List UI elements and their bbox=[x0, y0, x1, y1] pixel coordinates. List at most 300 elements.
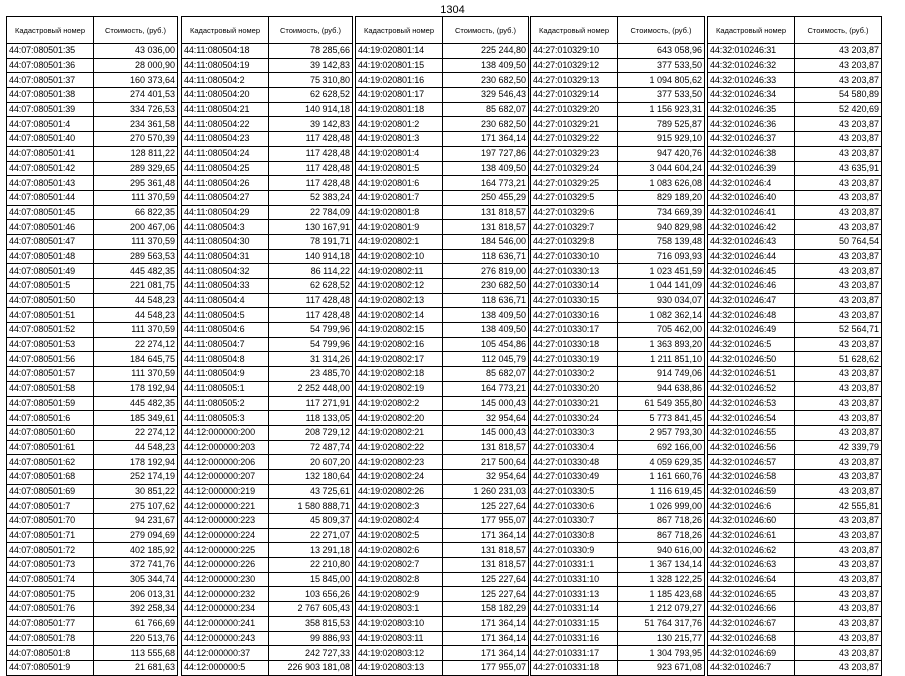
cadastral-number-cell: 44:11:080504:18 bbox=[182, 44, 269, 59]
cadastral-number-cell: 44:32:010246:55 bbox=[708, 425, 795, 440]
cadastral-number-cell: 44:19:020801:17 bbox=[356, 88, 443, 103]
table-row bbox=[708, 660, 882, 675]
cadastral-number-cell: 44:27:010329:20 bbox=[531, 102, 618, 117]
cost-cell: 22 274,12 bbox=[94, 425, 178, 440]
table-row bbox=[708, 161, 882, 176]
table-row bbox=[7, 660, 178, 675]
cost-cell: 4 059 629,35 bbox=[618, 455, 705, 470]
cadastral-number-cell: 44:12:000000:5 bbox=[182, 660, 269, 675]
cadastral-number-cell: 44:27:010330:16 bbox=[531, 308, 618, 323]
table-row bbox=[7, 455, 178, 470]
cadastral-number-cell: 44:11:080504:8 bbox=[182, 352, 269, 367]
table-row bbox=[182, 234, 353, 249]
cost-cell: 1 156 923,31 bbox=[618, 102, 705, 117]
cadastral-number-cell: 44:27:010330:20 bbox=[531, 381, 618, 396]
cadastral-number-cell: 44:32:010246:49 bbox=[708, 323, 795, 338]
cost-cell: 43 203,87 bbox=[795, 190, 882, 205]
cost-cell: 1 211 851,10 bbox=[618, 352, 705, 367]
table-row bbox=[356, 631, 529, 646]
cadastral-number-cell: 44:11:080504:24 bbox=[182, 146, 269, 161]
cadastral-number-cell: 44:07:080501:39 bbox=[7, 102, 94, 117]
table-row bbox=[182, 146, 353, 161]
cadastral-number-cell: 44:27:010330:3 bbox=[531, 425, 618, 440]
cadastral-number-cell: 44:12:000000:226 bbox=[182, 558, 269, 573]
cost-cell: 275 107,62 bbox=[94, 499, 178, 514]
cost-cell: 131 818,57 bbox=[443, 440, 529, 455]
cadastral-number-cell: 44:27:010329:23 bbox=[531, 146, 618, 161]
table-row bbox=[182, 646, 353, 661]
table-row bbox=[356, 381, 529, 396]
table-row bbox=[531, 381, 705, 396]
table-row bbox=[708, 543, 882, 558]
cadastral-number-cell: 44:07:080501:77 bbox=[7, 616, 94, 631]
table-row bbox=[708, 587, 882, 602]
header-cost: Стоимость, (руб.) bbox=[795, 17, 882, 44]
table-row bbox=[356, 352, 529, 367]
cost-cell: 32 954,64 bbox=[443, 469, 529, 484]
cadastral-number-cell: 44:27:010331:14 bbox=[531, 602, 618, 617]
cost-cell: 125 227,64 bbox=[443, 572, 529, 587]
cost-cell: 118 636,71 bbox=[443, 293, 529, 308]
table-row bbox=[7, 176, 178, 191]
cadastral-number-cell: 44:07:080501:7 bbox=[7, 499, 94, 514]
table-row bbox=[7, 499, 178, 514]
cost-cell: 66 822,35 bbox=[94, 205, 178, 220]
cadastral-number-cell: 44:12:000000:219 bbox=[182, 484, 269, 499]
cost-cell: 43 203,87 bbox=[795, 367, 882, 382]
cost-cell: 52 564,71 bbox=[795, 323, 882, 338]
cost-cell: 43 203,87 bbox=[795, 631, 882, 646]
cadastral-number-cell: 44:32:010246:61 bbox=[708, 528, 795, 543]
cadastral-number-cell: 44:27:010329:24 bbox=[531, 161, 618, 176]
cadastral-number-cell: 44:19:020801:9 bbox=[356, 220, 443, 235]
table-row bbox=[182, 602, 353, 617]
cost-cell: 125 227,64 bbox=[443, 587, 529, 602]
cost-cell: 178 192,94 bbox=[94, 381, 178, 396]
cost-cell: 915 929,10 bbox=[618, 132, 705, 147]
table-row bbox=[531, 396, 705, 411]
cadastral-number-cell: 44:12:000000:203 bbox=[182, 440, 269, 455]
table-row bbox=[356, 132, 529, 147]
cost-cell: 171 364,14 bbox=[443, 646, 529, 661]
table-row bbox=[182, 660, 353, 675]
table-row bbox=[182, 220, 353, 235]
cost-cell: 132 180,64 bbox=[269, 469, 353, 484]
cost-cell: 158 182,29 bbox=[443, 602, 529, 617]
table-row bbox=[7, 587, 178, 602]
cadastral-number-cell: 44:19:020802:19 bbox=[356, 381, 443, 396]
cost-cell: 43 203,87 bbox=[795, 132, 882, 147]
table-row bbox=[182, 190, 353, 205]
table-row bbox=[7, 132, 178, 147]
cost-cell: 829 189,20 bbox=[618, 190, 705, 205]
cost-cell: 75 310,80 bbox=[269, 73, 353, 88]
cadastral-number-cell: 44:19:020802:17 bbox=[356, 352, 443, 367]
table-row bbox=[356, 293, 529, 308]
cost-cell: 51 628,62 bbox=[795, 352, 882, 367]
table-row bbox=[182, 440, 353, 455]
cadastral-number-cell: 44:07:080501:5 bbox=[7, 279, 94, 294]
table-row bbox=[182, 543, 353, 558]
cost-cell: 43 203,87 bbox=[795, 337, 882, 352]
cost-cell: 145 000,43 bbox=[443, 425, 529, 440]
cost-cell: 62 628,52 bbox=[269, 279, 353, 294]
cadastral-number-cell: 44:27:010330:19 bbox=[531, 352, 618, 367]
cost-cell: 1 212 079,27 bbox=[618, 602, 705, 617]
cost-cell: 43 203,87 bbox=[795, 264, 882, 279]
cost-cell: 62 628,52 bbox=[269, 88, 353, 103]
table-row bbox=[531, 73, 705, 88]
table-row bbox=[182, 102, 353, 117]
cost-cell: 289 329,65 bbox=[94, 161, 178, 176]
cost-cell: 138 409,50 bbox=[443, 308, 529, 323]
cost-cell: 1 161 660,76 bbox=[618, 469, 705, 484]
cadastral-number-cell: 44:32:010246:67 bbox=[708, 616, 795, 631]
cost-cell: 940 616,00 bbox=[618, 543, 705, 558]
cost-cell: 130 167,91 bbox=[269, 220, 353, 235]
cost-cell: 43 203,87 bbox=[795, 616, 882, 631]
cadastral-number-cell: 44:19:020802:24 bbox=[356, 469, 443, 484]
cost-cell: 94 231,67 bbox=[94, 514, 178, 529]
cost-cell: 61 549 355,80 bbox=[618, 396, 705, 411]
table-row bbox=[182, 499, 353, 514]
cost-cell: 220 513,76 bbox=[94, 631, 178, 646]
cadastral-number-cell: 44:27:010330:13 bbox=[531, 264, 618, 279]
cost-cell: 99 886,93 bbox=[269, 631, 353, 646]
cost-cell: 43 203,87 bbox=[795, 660, 882, 675]
cadastral-number-cell: 44:07:080501:78 bbox=[7, 631, 94, 646]
table-row bbox=[531, 602, 705, 617]
cadastral-number-cell: 44:12:000000:232 bbox=[182, 587, 269, 602]
table-row bbox=[7, 440, 178, 455]
cost-cell: 138 409,50 bbox=[443, 161, 529, 176]
cost-cell: 45 809,37 bbox=[269, 514, 353, 529]
cost-cell: 140 914,18 bbox=[269, 102, 353, 117]
table-row bbox=[7, 161, 178, 176]
table-row bbox=[182, 308, 353, 323]
cost-cell: 1 304 793,95 bbox=[618, 646, 705, 661]
table-row bbox=[531, 205, 705, 220]
cadastral-number-cell: 44:07:080501:73 bbox=[7, 558, 94, 573]
table-row bbox=[182, 58, 353, 73]
cost-cell: 117 428,48 bbox=[269, 176, 353, 191]
cadastral-number-cell: 44:07:080501:42 bbox=[7, 161, 94, 176]
cadastral-table-5 bbox=[707, 16, 882, 676]
cost-cell: 692 166,00 bbox=[618, 440, 705, 455]
cost-cell: 178 192,94 bbox=[94, 455, 178, 470]
cost-cell: 716 093,93 bbox=[618, 249, 705, 264]
cadastral-number-cell: 44:32:010246:43 bbox=[708, 234, 795, 249]
cost-cell: 1 044 141,09 bbox=[618, 279, 705, 294]
cost-cell: 21 681,63 bbox=[94, 660, 178, 675]
cost-cell: 52 420,69 bbox=[795, 102, 882, 117]
table-row bbox=[182, 514, 353, 529]
cadastral-number-cell: 44:11:080504:33 bbox=[182, 279, 269, 294]
table-row bbox=[7, 44, 178, 59]
table-row bbox=[7, 279, 178, 294]
cadastral-number-cell: 44:27:010331:18 bbox=[531, 660, 618, 675]
table-row bbox=[7, 646, 178, 661]
table-row bbox=[182, 469, 353, 484]
cadastral-number-cell: 44:32:010246:7 bbox=[708, 660, 795, 675]
cost-cell: 111 370,59 bbox=[94, 234, 178, 249]
cadastral-number-cell: 44:32:010246:65 bbox=[708, 587, 795, 602]
cadastral-number-cell: 44:07:080501:52 bbox=[7, 323, 94, 338]
table-row bbox=[356, 425, 529, 440]
cost-cell: 789 525,87 bbox=[618, 117, 705, 132]
cadastral-number-cell: 44:27:010329:10 bbox=[531, 44, 618, 59]
table-row bbox=[356, 616, 529, 631]
table-row bbox=[531, 514, 705, 529]
cost-cell: 274 401,53 bbox=[94, 88, 178, 103]
cadastral-number-cell: 44:11:080504:22 bbox=[182, 117, 269, 132]
cadastral-number-cell: 44:32:010246:50 bbox=[708, 352, 795, 367]
cost-cell: 944 638,86 bbox=[618, 381, 705, 396]
table-row bbox=[708, 117, 882, 132]
table-row bbox=[356, 88, 529, 103]
cost-cell: 164 773,21 bbox=[443, 176, 529, 191]
cadastral-number-cell: 44:11:080504:2 bbox=[182, 73, 269, 88]
cost-cell: 72 487,74 bbox=[269, 440, 353, 455]
cadastral-number-cell: 44:32:010246:64 bbox=[708, 572, 795, 587]
table-row bbox=[356, 279, 529, 294]
cadastral-number-cell: 44:32:010246:69 bbox=[708, 646, 795, 661]
table-row bbox=[7, 396, 178, 411]
table-row bbox=[531, 293, 705, 308]
table-row bbox=[7, 484, 178, 499]
cost-cell: 13 291,18 bbox=[269, 543, 353, 558]
cadastral-number-cell: 44:07:080501:57 bbox=[7, 367, 94, 382]
table-row bbox=[182, 205, 353, 220]
cadastral-number-cell: 44:11:080504:30 bbox=[182, 234, 269, 249]
header-cadastral-number: Кадастровый номер bbox=[182, 17, 269, 44]
table-row bbox=[356, 117, 529, 132]
cost-cell: 128 811,22 bbox=[94, 146, 178, 161]
cost-cell: 117 428,48 bbox=[269, 146, 353, 161]
cadastral-number-cell: 44:07:080501:51 bbox=[7, 308, 94, 323]
table-row bbox=[708, 73, 882, 88]
cadastral-number-cell: 44:07:080501:38 bbox=[7, 88, 94, 103]
cadastral-number-cell: 44:07:080501:56 bbox=[7, 352, 94, 367]
cadastral-number-cell: 44:19:020803:10 bbox=[356, 616, 443, 631]
table-row bbox=[356, 58, 529, 73]
table-row bbox=[356, 558, 529, 573]
table-row bbox=[7, 146, 178, 161]
cost-cell: 125 227,64 bbox=[443, 499, 529, 514]
cost-cell: 329 546,43 bbox=[443, 88, 529, 103]
table-row bbox=[708, 440, 882, 455]
table-row bbox=[708, 396, 882, 411]
cadastral-number-cell: 44:07:080501:50 bbox=[7, 293, 94, 308]
table-row bbox=[708, 484, 882, 499]
table-row bbox=[182, 176, 353, 191]
table-row bbox=[531, 469, 705, 484]
table-row bbox=[356, 190, 529, 205]
cadastral-number-cell: 44:19:020802:22 bbox=[356, 440, 443, 455]
cadastral-number-cell: 44:11:080504:9 bbox=[182, 367, 269, 382]
cadastral-number-cell: 44:07:080501:59 bbox=[7, 396, 94, 411]
table-row bbox=[356, 572, 529, 587]
cadastral-number-cell: 44:11:080505:2 bbox=[182, 396, 269, 411]
table-row bbox=[7, 102, 178, 117]
cost-cell: 171 364,14 bbox=[443, 132, 529, 147]
cost-cell: 250 455,29 bbox=[443, 190, 529, 205]
table-row bbox=[531, 117, 705, 132]
header-cost: Стоимость, (руб.) bbox=[94, 17, 178, 44]
cadastral-number-cell: 44:27:010329:8 bbox=[531, 234, 618, 249]
cadastral-number-cell: 44:19:020802:13 bbox=[356, 293, 443, 308]
cadastral-number-cell: 44:07:080501:37 bbox=[7, 73, 94, 88]
table-row bbox=[708, 176, 882, 191]
cost-cell: 171 364,14 bbox=[443, 616, 529, 631]
cadastral-number-cell: 44:19:020802:7 bbox=[356, 558, 443, 573]
cadastral-number-cell: 44:27:010330:17 bbox=[531, 323, 618, 338]
cost-cell: 1 082 362,14 bbox=[618, 308, 705, 323]
table-row bbox=[531, 616, 705, 631]
cost-cell: 86 114,22 bbox=[269, 264, 353, 279]
cadastral-number-cell: 44:07:080501:35 bbox=[7, 44, 94, 59]
cadastral-number-cell: 44:32:010246:35 bbox=[708, 102, 795, 117]
cadastral-number-cell: 44:27:010330:4 bbox=[531, 440, 618, 455]
table-row bbox=[182, 73, 353, 88]
cadastral-number-cell: 44:32:010246:32 bbox=[708, 58, 795, 73]
cadastral-number-cell: 44:07:080501:36 bbox=[7, 58, 94, 73]
table-row bbox=[7, 205, 178, 220]
cost-cell: 131 818,57 bbox=[443, 543, 529, 558]
cadastral-number-cell: 44:12:000000:234 bbox=[182, 602, 269, 617]
cadastral-number-cell: 44:07:080501:9 bbox=[7, 660, 94, 675]
cadastral-number-cell: 44:32:010246:59 bbox=[708, 484, 795, 499]
table-row bbox=[182, 455, 353, 470]
table-row bbox=[531, 352, 705, 367]
cadastral-number-cell: 44:07:080501:61 bbox=[7, 440, 94, 455]
cadastral-number-cell: 44:19:020802:11 bbox=[356, 264, 443, 279]
cost-cell: 164 773,21 bbox=[443, 381, 529, 396]
cost-cell: 43 203,87 bbox=[795, 220, 882, 235]
table-row bbox=[531, 646, 705, 661]
cadastral-number-cell: 44:32:010246:37 bbox=[708, 132, 795, 147]
table-row bbox=[182, 293, 353, 308]
table-row bbox=[356, 337, 529, 352]
table-row bbox=[708, 323, 882, 338]
cost-cell: 43 203,87 bbox=[795, 543, 882, 558]
cost-cell: 705 462,00 bbox=[618, 323, 705, 338]
table-row bbox=[182, 367, 353, 382]
table-row bbox=[708, 44, 882, 59]
cadastral-number-cell: 44:11:080504:4 bbox=[182, 293, 269, 308]
cost-cell: 221 081,75 bbox=[94, 279, 178, 294]
cadastral-number-cell: 44:07:080501:76 bbox=[7, 602, 94, 617]
cadastral-number-cell: 44:32:010246:36 bbox=[708, 117, 795, 132]
cost-cell: 200 467,06 bbox=[94, 220, 178, 235]
cost-cell: 242 727,33 bbox=[269, 646, 353, 661]
cadastral-number-cell: 44:11:080504:7 bbox=[182, 337, 269, 352]
table-row bbox=[531, 190, 705, 205]
cost-cell: 940 829,98 bbox=[618, 220, 705, 235]
cadastral-number-cell: 44:07:080501:75 bbox=[7, 587, 94, 602]
table-row bbox=[7, 367, 178, 382]
cost-cell: 377 533,50 bbox=[618, 88, 705, 103]
cost-cell: 117 271,91 bbox=[269, 396, 353, 411]
cadastral-number-cell: 44:27:010330:15 bbox=[531, 293, 618, 308]
cadastral-number-cell: 44:11:080504:26 bbox=[182, 176, 269, 191]
cost-cell: 43 203,87 bbox=[795, 176, 882, 191]
cost-cell: 43 203,87 bbox=[795, 279, 882, 294]
cost-cell: 43 203,87 bbox=[795, 205, 882, 220]
table-row bbox=[7, 572, 178, 587]
cost-cell: 1 260 231,03 bbox=[443, 484, 529, 499]
cost-cell: 43 203,87 bbox=[795, 44, 882, 59]
cost-cell: 270 570,39 bbox=[94, 132, 178, 147]
cadastral-number-cell: 44:12:000000:225 bbox=[182, 543, 269, 558]
cost-cell: 85 682,07 bbox=[443, 367, 529, 382]
table-row bbox=[356, 514, 529, 529]
cadastral-number-cell: 44:19:020802:5 bbox=[356, 528, 443, 543]
cost-cell: 22 271,07 bbox=[269, 528, 353, 543]
cost-cell: 230 682,50 bbox=[443, 73, 529, 88]
table-row bbox=[708, 499, 882, 514]
cost-cell: 43 203,87 bbox=[795, 411, 882, 426]
cost-cell: 372 741,76 bbox=[94, 558, 178, 573]
table-row bbox=[7, 337, 178, 352]
table-row bbox=[708, 279, 882, 294]
cadastral-number-cell: 44:19:020802:18 bbox=[356, 367, 443, 382]
cost-cell: 52 383,24 bbox=[269, 190, 353, 205]
cadastral-number-cell: 44:32:010246:6 bbox=[708, 499, 795, 514]
table-row bbox=[356, 205, 529, 220]
table-row bbox=[531, 234, 705, 249]
table-row bbox=[182, 352, 353, 367]
table-row bbox=[7, 543, 178, 558]
cost-cell: 78 191,71 bbox=[269, 234, 353, 249]
cadastral-number-cell: 44:32:010246:62 bbox=[708, 543, 795, 558]
table-row bbox=[356, 234, 529, 249]
cost-cell: 445 482,35 bbox=[94, 396, 178, 411]
table-row bbox=[531, 660, 705, 675]
cost-cell: 32 954,64 bbox=[443, 411, 529, 426]
cadastral-number-cell: 44:27:010330:24 bbox=[531, 411, 618, 426]
cadastral-number-cell: 44:27:010330:5 bbox=[531, 484, 618, 499]
cadastral-number-cell: 44:32:010246:54 bbox=[708, 411, 795, 426]
cost-cell: 643 058,96 bbox=[618, 44, 705, 59]
table-row bbox=[708, 367, 882, 382]
cadastral-number-cell: 44:07:080501:49 bbox=[7, 264, 94, 279]
cadastral-number-cell: 44:19:020801:7 bbox=[356, 190, 443, 205]
table-header-row bbox=[356, 17, 529, 44]
cadastral-number-cell: 44:19:020802:2 bbox=[356, 396, 443, 411]
table-row bbox=[708, 558, 882, 573]
cost-cell: 1 023 451,59 bbox=[618, 264, 705, 279]
table-row bbox=[708, 411, 882, 426]
cost-cell: 39 142,83 bbox=[269, 117, 353, 132]
table-row bbox=[7, 73, 178, 88]
cost-cell: 171 364,14 bbox=[443, 631, 529, 646]
cost-cell: 105 454,86 bbox=[443, 337, 529, 352]
cadastral-number-cell: 44:32:010246:60 bbox=[708, 514, 795, 529]
cadastral-number-cell: 44:27:010331:1 bbox=[531, 558, 618, 573]
cost-cell: 54 799,96 bbox=[269, 323, 353, 338]
table-row bbox=[531, 132, 705, 147]
cost-cell: 289 563,53 bbox=[94, 249, 178, 264]
table-row bbox=[7, 602, 178, 617]
table-row bbox=[7, 88, 178, 103]
table-row bbox=[182, 161, 353, 176]
cost-cell: 43 725,61 bbox=[269, 484, 353, 499]
cadastral-number-cell: 44:27:010330:10 bbox=[531, 249, 618, 264]
table-header-row bbox=[531, 17, 705, 44]
table-row bbox=[7, 528, 178, 543]
cadastral-number-cell: 44:19:020801:2 bbox=[356, 117, 443, 132]
